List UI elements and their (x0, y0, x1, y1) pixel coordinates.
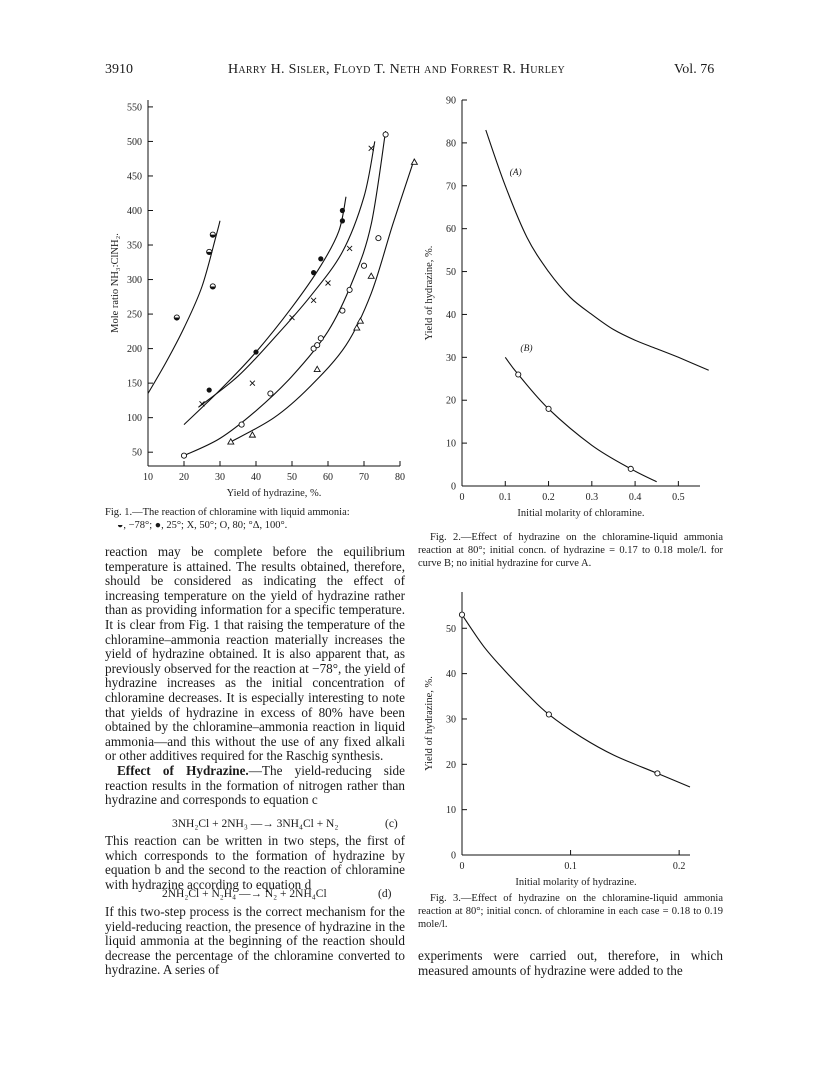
y-tick-label: 40 (446, 309, 456, 321)
curve-b-label: (B) (520, 343, 533, 354)
y-tick-label: 70 (446, 181, 456, 193)
paragraph-3: This reaction can be written in two steps, the first of which corresponds to the formation of hydrazine by equation b and the second to the reaction of chloramine with hydrazine according to equation d (105, 833, 405, 892)
y-tick-label: 0 (451, 481, 456, 493)
y-axis-label: Mole ratio NH₃:ClNH₂. (110, 233, 121, 333)
y-tick-label: 30 (446, 714, 456, 726)
data-point (516, 372, 521, 377)
paragraph-4: If this two-step process is the correct mechanism for the yield-reducing reaction, the presence of hydrazine in the liquid ammonia at the beginning of the reaction should decrease the percentage of the chloramine converted to hydrazine. A series of (105, 904, 405, 978)
data-point (340, 208, 345, 213)
data-point (207, 249, 212, 254)
data-point (383, 132, 388, 137)
y-tick-label: 200 (127, 344, 142, 356)
series-line (198, 141, 374, 407)
body-text-left-bottom (105, 905, 405, 978)
y-tick-label: 550 (127, 102, 142, 114)
y-tick-label: 10 (446, 805, 456, 817)
data-point (210, 284, 215, 289)
data-point (459, 612, 464, 617)
y-tick-label: 10 (446, 438, 456, 450)
data-point (340, 308, 345, 313)
data-point (357, 318, 363, 323)
body-text-left-middle (105, 834, 405, 892)
y-tick-label: 40 (446, 669, 456, 681)
x-tick-label: 0.2 (672, 861, 686, 872)
x-tick-label: 80 (395, 472, 405, 483)
section-heading-effect-of-hydrazine: Effect of Hydrazine. (117, 762, 249, 778)
paragraph-right: experiments were carried out, therefore, in which measured amounts of hydrazine were added to the (418, 948, 723, 978)
data-point (376, 236, 381, 241)
data-point (655, 771, 660, 776)
data-point (210, 232, 215, 237)
series-line (148, 221, 220, 394)
y-tick-label: 50 (446, 623, 456, 635)
x-tick-label: 0 (459, 492, 465, 503)
data-point (174, 315, 179, 320)
figure-3-caption: Fig. 3.—Effect of hydrazine on the chloramine-liquid ammonia reaction at 80°; initial concn. of chloramine in each case = 0.18 to 0.19 mole/l. (418, 893, 723, 930)
equation-d: 2NH₂Cl + N₂H₄ —→ N₂ + 2NH₄Cl (162, 888, 327, 900)
x-tick-label: 30 (215, 472, 225, 483)
x-tick-label: 20 (179, 472, 189, 483)
x-tick-label: 0.1 (499, 492, 512, 503)
data-point (239, 422, 244, 427)
series-line (231, 159, 415, 442)
y-tick-label: 100 (127, 413, 142, 425)
x-tick-label: 50 (287, 472, 297, 483)
series-line (184, 197, 346, 425)
series-line (462, 615, 690, 787)
x-tick-label: 0.4 (628, 492, 642, 503)
data-point (411, 159, 417, 164)
x-tick-label: 0 (459, 861, 465, 872)
x-axis-label: Initial molarity of hydrazine. (515, 877, 637, 888)
data-point (361, 263, 366, 268)
data-point (207, 387, 212, 392)
data-point (268, 391, 273, 396)
x-axis-label: Initial molarity of chloramine. (517, 508, 645, 519)
equation-c: 3NH₂Cl + 2NH₃ —→ 3NH₄Cl + N₂ (172, 818, 339, 830)
data-point (253, 349, 258, 354)
data-point (311, 298, 316, 303)
data-point (290, 315, 295, 320)
data-point (250, 381, 255, 386)
data-point (181, 453, 186, 458)
figure-1-caption-legend: ◒, −78°; ●, 25°; X, 50°; O, 80; °Δ, 100°. (117, 520, 288, 531)
series-line (505, 357, 656, 481)
data-point (347, 287, 352, 292)
data-point (369, 146, 374, 151)
y-tick-label: 20 (446, 395, 456, 407)
data-point (315, 343, 320, 348)
y-tick-label: 20 (446, 759, 456, 771)
data-point (354, 325, 360, 330)
y-axis-label: Yield of hydrazine, %. (424, 676, 435, 771)
data-point (318, 336, 323, 341)
figure-1-caption (105, 506, 410, 532)
data-point (318, 256, 323, 261)
data-point (546, 712, 551, 717)
running-title: Harry H. Sisler, Floyd T. Neth and Forrest R. Hurley (228, 62, 566, 77)
figure-1-caption-label: Fig. 1. (105, 507, 133, 518)
data-point (628, 466, 633, 471)
data-point (228, 439, 234, 444)
data-point (546, 406, 551, 411)
data-point (347, 246, 352, 251)
data-point (368, 273, 374, 278)
x-tick-label: 0.1 (564, 861, 577, 872)
x-tick-label: 0.3 (585, 492, 599, 503)
x-tick-label: 70 (359, 472, 369, 483)
x-tick-label: 0.5 (672, 492, 685, 503)
data-point (326, 281, 331, 286)
data-point (311, 346, 316, 351)
equation-c-label: (c) (385, 818, 398, 830)
paragraph-2 (105, 764, 405, 808)
y-tick-label: 30 (446, 352, 456, 364)
y-axis-label: Yield of hydrazine, %. (424, 245, 435, 341)
x-tick-label: 10 (143, 472, 153, 483)
y-tick-label: 450 (127, 171, 142, 183)
figure-2-caption: Fig. 2.—Effect of hydrazine on the chloramine-liquid ammonia reaction at 80°; initial concn. of hydrazine = 0.17 to 0.18 mole/l. for curve B; no initial hydrazine for curve A. (418, 532, 723, 569)
y-tick-label: 150 (127, 378, 142, 390)
y-tick-label: 400 (127, 205, 142, 217)
y-tick-label: 50 (446, 267, 456, 279)
y-tick-label: 0 (451, 850, 456, 862)
y-tick-label: 350 (127, 240, 142, 252)
volume-label: Vol. 76 (674, 62, 715, 77)
data-point (249, 432, 255, 437)
paragraph-2-text: —The yield-reducing side reaction results in the formation of nitrogen rather than hydrazine and corresponds to equation c (105, 762, 405, 808)
data-point (311, 270, 316, 275)
data-point (314, 366, 320, 371)
x-tick-label: 60 (323, 472, 333, 483)
data-point (200, 401, 205, 406)
page-number: 3910 (105, 62, 133, 77)
body-text-right (418, 949, 723, 978)
series-line (486, 130, 709, 370)
curve-a-label: (A) (509, 168, 522, 179)
x-tick-label: 40 (251, 472, 261, 483)
equation-d-label: (d) (378, 888, 392, 900)
y-tick-label: 80 (446, 138, 456, 150)
figure-1-caption-text: —The reaction of chloramine with liquid ammonia: (132, 507, 350, 518)
y-tick-label: 90 (446, 95, 456, 107)
series-line (184, 131, 386, 456)
data-point (340, 218, 345, 223)
y-tick-label: 500 (127, 136, 142, 148)
y-tick-label: 300 (127, 275, 142, 287)
paragraph-1: reaction may be complete before the equilibrium temperature is attained. The results obtained, therefore, should be considered as indicating the effect of increasing temperature on the yield of hydrazine rather than as providing information for a specific temperature. It is clear from Fig. 1 that raising the temperature of the chloramine–ammonia reaction materially increases the yield of hydrazine obtained. It is also apparent that, as previously observed for the reaction at −78°, the yield of hydrazine increases as the initial concentration of chloramine decreases. It is especially interesting to note that yields of hydrazine in excess of 80% have been obtained by the chloramine–ammonia reaction in liquid ammonia—and this without the use of any fixed alkali or other additives required for the Raschig synthesis. (105, 544, 405, 764)
y-tick-label: 60 (446, 224, 456, 236)
y-tick-label: 250 (127, 309, 142, 321)
body-text-left-top (105, 545, 405, 808)
y-tick-label: 50 (132, 447, 142, 459)
x-axis-label: Yield of hydrazine, %. (226, 488, 322, 499)
x-tick-label: 0.2 (542, 492, 555, 503)
